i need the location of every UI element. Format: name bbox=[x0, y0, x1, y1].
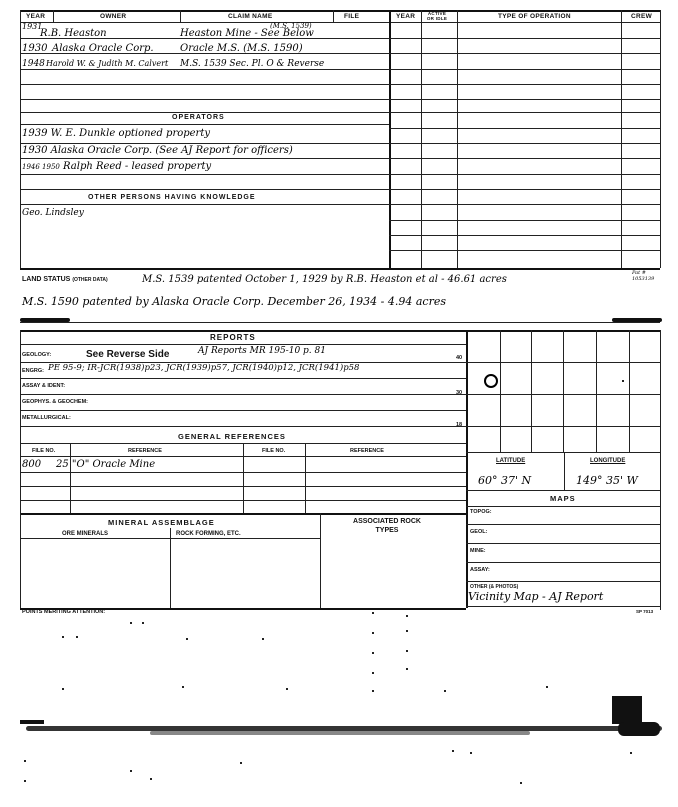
speck-2 bbox=[142, 622, 144, 624]
gen-ref-reference-header-2: REFERENCE bbox=[350, 448, 384, 454]
type-of-operation-header: TYPE OF OPERATION bbox=[498, 13, 571, 20]
claim-row-3-claim: M.S. 1539 Sec. Pl. O & Reverse bbox=[180, 59, 325, 69]
speck-1 bbox=[130, 622, 132, 624]
speck-11 bbox=[372, 652, 374, 654]
points-label: POINTS MERITING ATTENTION: bbox=[22, 609, 106, 615]
operator-row-2 bbox=[22, 145, 293, 156]
speck-24 bbox=[150, 778, 152, 780]
claim-row-3-owner: Harold W. & Judith M. Calvert bbox=[46, 59, 169, 68]
speck-21 bbox=[24, 760, 26, 762]
speck-26 bbox=[470, 752, 472, 754]
owner-header: OWNER bbox=[100, 13, 127, 20]
margin-number-1: 40 bbox=[456, 355, 463, 361]
gen-ref-file-no-header-1: FILE NO. bbox=[32, 448, 56, 454]
claim-row-1-year: 1931 bbox=[22, 22, 43, 31]
operators-title: OPERATORS bbox=[172, 114, 225, 121]
claim-row-1-note: (M.S. 1539) bbox=[270, 22, 312, 30]
file-header: FILE bbox=[344, 13, 360, 20]
ore-minerals-header: ORE MINERALS bbox=[62, 531, 109, 537]
operator-row-2-text: Alaska Oracle Corp. (See AJ Report for officers) bbox=[50, 145, 293, 156]
speck-6 bbox=[262, 638, 264, 640]
knowledge-title: OTHER PERSONS HAVING KNOWLEDGE bbox=[88, 194, 256, 201]
engrg-text: PE 95-9; IR-JCR(1938)p23, JCR(1939)p57, JCR(1940)p12, JCR(1941)p58 bbox=[48, 363, 360, 373]
map-field-topog: TOPOG: bbox=[470, 509, 492, 515]
speck-25 bbox=[452, 750, 454, 752]
operator-row-3 bbox=[22, 161, 211, 172]
claim-row-2-year: 1930 bbox=[22, 43, 48, 54]
speck-22 bbox=[240, 762, 242, 764]
form-number: SP 7013 bbox=[636, 609, 654, 614]
speck-23 bbox=[130, 770, 132, 772]
longitude-value: 149° 35' W bbox=[576, 474, 638, 487]
general-references-title: GENERAL REFERENCES bbox=[178, 432, 286, 441]
operator-row-1 bbox=[22, 128, 210, 139]
geology-label: GEOLOGY: bbox=[22, 352, 52, 358]
geology-text: AJ Reports MR 195-10 p. 81 bbox=[198, 346, 326, 356]
scan-speck bbox=[622, 380, 624, 382]
speck-17 bbox=[182, 686, 184, 688]
land-status-patent-note: Pat # 1053139 bbox=[632, 270, 655, 282]
longitude-label: LONGITUDE bbox=[590, 458, 626, 464]
mineral-assemblage-title: MINERAL ASSEMBLAGE bbox=[108, 518, 215, 527]
speck-9 bbox=[372, 632, 374, 634]
margin-number-2: 30 bbox=[456, 390, 463, 396]
speck-7 bbox=[372, 612, 374, 614]
speck-19 bbox=[444, 690, 446, 692]
engrg-label: ENGRG: bbox=[22, 368, 44, 374]
operator-row-1-year: 1939 bbox=[22, 128, 48, 139]
claim-row-1-claim: Heaston Mine - See Below bbox=[180, 28, 314, 39]
geophys-label: GEOPHYS. & GEOCHEM: bbox=[22, 399, 89, 405]
scan-left-mark bbox=[20, 720, 44, 724]
metallurgical-label: METALLURGICAL: bbox=[22, 415, 71, 421]
operator-row-1-text: W. E. Dunkle optioned property bbox=[50, 128, 211, 139]
operator-row-2-year: 1930 bbox=[22, 145, 48, 156]
speck-10 bbox=[406, 630, 408, 632]
year2-header: YEAR bbox=[396, 13, 416, 20]
margin-number-3: 18 bbox=[456, 422, 463, 428]
operator-row-3-year: 1946 1950 bbox=[22, 163, 60, 171]
operator-row-3-text: Ralph Reed - leased property bbox=[63, 161, 212, 172]
geology-stamp: See Reverse Side bbox=[86, 349, 170, 360]
claim-name-header: CLAIM NAME bbox=[228, 13, 273, 20]
claim-row-3-year: 1948 bbox=[22, 59, 45, 69]
claim-row-1-owner: R.B. Heaston bbox=[40, 28, 107, 39]
speck-13 bbox=[372, 672, 374, 674]
speck-12 bbox=[406, 650, 408, 652]
map-other-value: Vicinity Map - AJ Report bbox=[468, 590, 604, 603]
land-status-label: LAND STATUS (OTHER DATA) bbox=[22, 276, 108, 283]
scan-blot-2 bbox=[618, 722, 660, 736]
rock-forming-header: ROCK FORMING, ETC. bbox=[176, 531, 241, 537]
speck-4 bbox=[76, 636, 78, 638]
reports-title: REPORTS bbox=[210, 333, 256, 342]
gen-ref-row-1-file-no: 800 bbox=[22, 459, 42, 470]
speck-15 bbox=[372, 690, 374, 692]
speck-14 bbox=[406, 668, 408, 670]
scan-smear-band-2 bbox=[150, 731, 530, 735]
map-field-geol: GEOL: bbox=[470, 529, 488, 535]
gen-ref-reference-header-1: REFERENCE bbox=[128, 448, 162, 454]
gen-ref-file-no-header-2: FILE NO. bbox=[262, 448, 286, 454]
gen-ref-row-1-reference: 25 "O" Oracle Mine bbox=[56, 459, 156, 470]
land-status-line-1: M.S. 1539 patented October 1, 1929 by R.B. Heaston et al - 46.61 acres bbox=[142, 274, 507, 285]
speck-3 bbox=[62, 636, 64, 638]
claim-row-2-owner: Alaska Oracle Corp. bbox=[52, 43, 154, 54]
latitude-value: 60° 37' N bbox=[478, 474, 532, 487]
location-marker-icon bbox=[484, 374, 498, 388]
land-status-line-2: M.S. 1590 patented by Alaska Oracle Corp. December 26, 1934 - 4.94 acres bbox=[22, 295, 447, 308]
map-field-assay: ASSAY: bbox=[470, 567, 490, 573]
speck-16 bbox=[62, 688, 64, 690]
crew-header: CREW bbox=[631, 13, 653, 20]
speck-18 bbox=[286, 688, 288, 690]
associated-rock-types-title: ASSOCIATED ROCK TYPES bbox=[353, 518, 421, 534]
map-field-mine: MINE: bbox=[470, 548, 486, 554]
knowledge-row-1: Geo. Lindsley bbox=[22, 208, 84, 218]
speck-28 bbox=[520, 782, 522, 784]
active-idle-header: ACTIVE OR IDLE bbox=[426, 11, 448, 21]
speck-27 bbox=[630, 752, 632, 754]
latitude-label: LATITUDE bbox=[496, 458, 526, 464]
speck-29 bbox=[24, 780, 26, 782]
speck-5 bbox=[186, 638, 188, 640]
speck-20 bbox=[546, 686, 548, 688]
maps-title: MAPS bbox=[550, 494, 576, 503]
assay-label: ASSAY & IDENT: bbox=[22, 383, 66, 389]
year-header: YEAR bbox=[26, 13, 46, 20]
map-field-other: OTHER (& PHOTOS) bbox=[470, 584, 519, 590]
scan-blot bbox=[612, 696, 642, 724]
claim-row-2-claim: Oracle M.S. (M.S. 1590) bbox=[180, 43, 303, 54]
speck-8 bbox=[406, 615, 408, 617]
